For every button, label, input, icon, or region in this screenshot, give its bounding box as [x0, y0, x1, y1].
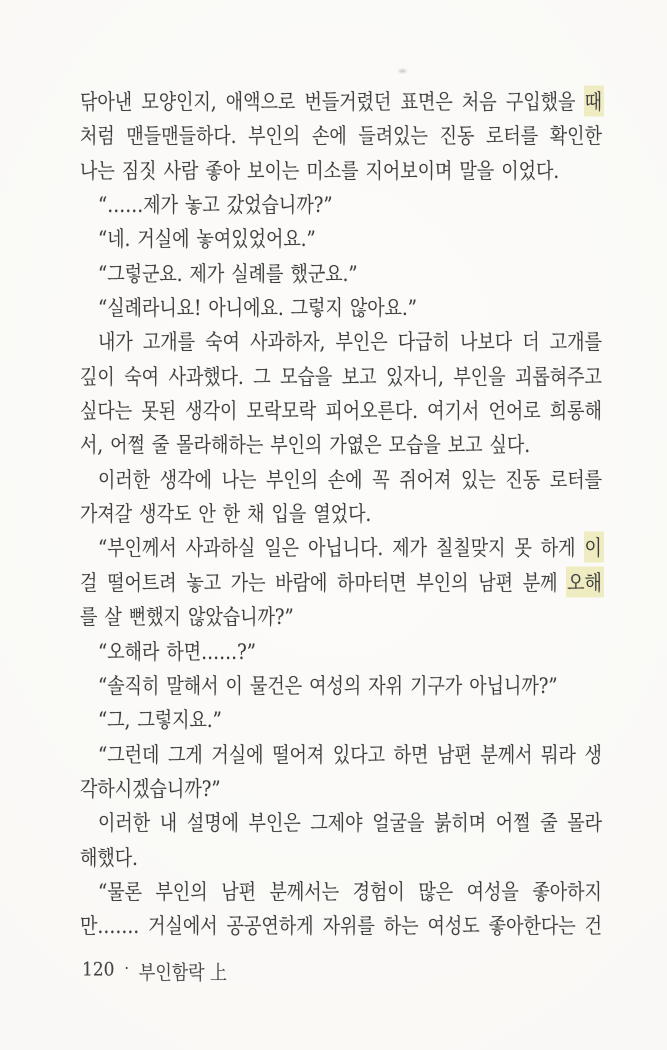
- word: 열었다.: [313, 502, 372, 528]
- word: 못된: [141, 399, 177, 425]
- word: 내: [159, 811, 178, 837]
- word: 분께: [522, 571, 558, 597]
- word: 각하시겠습니까?”: [80, 777, 221, 803]
- word: 물건은: [249, 674, 303, 700]
- word: 바람에: [275, 571, 328, 597]
- word: 번들거렸던: [304, 90, 392, 116]
- word: 모습을: [280, 365, 333, 391]
- word: 손에: [311, 124, 347, 150]
- word: 좋아: [205, 159, 241, 185]
- word: 이: [225, 674, 243, 700]
- word: “솔직히: [98, 674, 160, 700]
- word: 자위: [368, 674, 404, 700]
- word: 남편: [478, 571, 514, 597]
- word: 생각이: [185, 399, 238, 425]
- word: 거실에: [211, 743, 264, 768]
- word: 놓고: [184, 193, 220, 219]
- word: 진동: [439, 124, 475, 150]
- word: 닦아낸: [80, 90, 133, 116]
- word: 어쩔: [495, 811, 531, 837]
- word: 생각에: [159, 468, 212, 494]
- word: 부인의: [270, 433, 323, 459]
- word: 그렇지: [290, 296, 343, 322]
- word: 여성을: [466, 880, 519, 906]
- word: 설명에: [186, 811, 239, 837]
- word: 표면은: [400, 90, 453, 116]
- word: 다급히: [397, 330, 450, 356]
- word: 있는: [461, 468, 496, 494]
- word: 애액으로: [225, 90, 296, 116]
- word: 뭐라: [541, 743, 576, 768]
- word: 하는: [383, 914, 419, 940]
- word: 부인은: [248, 811, 301, 837]
- word: 줄: [151, 433, 170, 459]
- word: 아니에요.: [208, 296, 284, 322]
- word: 이었다.: [501, 159, 560, 185]
- word: 피어오른다.: [325, 399, 418, 425]
- word: 모락모락: [246, 399, 317, 425]
- word: 놓여있었어요.”: [196, 227, 316, 253]
- word: 부인은: [335, 330, 388, 356]
- word: 말을: [459, 159, 495, 185]
- word: 했군요.”: [290, 262, 358, 288]
- word: 나는: [80, 159, 115, 185]
- word: “……제가: [98, 193, 178, 219]
- word: 지어보이며: [365, 159, 453, 185]
- word: 어쩔: [110, 433, 145, 459]
- word: 진동: [505, 468, 541, 494]
- highlighted-word: 오해: [567, 567, 602, 598]
- word: 숙여: [124, 365, 160, 391]
- word: 맨들맨들하다.: [126, 124, 237, 150]
- word: 기구가: [410, 674, 463, 700]
- word: 싶다.: [489, 433, 531, 459]
- word: 아닙니다.: [307, 537, 384, 562]
- word: 남편: [437, 743, 472, 768]
- word: 남편: [221, 880, 256, 906]
- scan-smudge-artifact: [397, 68, 408, 74]
- word: 하면……?”: [166, 640, 257, 665]
- word: 가져갈: [80, 502, 133, 528]
- word: 실례를: [231, 262, 284, 288]
- word: 부인의: [248, 124, 301, 150]
- word: 나는: [221, 468, 257, 494]
- text-block: [80, 84, 602, 943]
- word: 갔었습니까?”: [226, 193, 333, 219]
- word: 한: [222, 502, 241, 528]
- word: “그렇군요.: [98, 262, 183, 288]
- word: 사람: [163, 159, 199, 185]
- word: 놓고: [186, 571, 222, 597]
- word: 하마터면: [337, 571, 407, 597]
- word: 서,: [80, 433, 104, 459]
- word: 거실에서: [148, 914, 218, 940]
- word: 말해서: [166, 674, 219, 700]
- word: 부인의: [416, 571, 469, 597]
- word: 만…….: [80, 914, 140, 940]
- word: 싶다는: [80, 399, 133, 425]
- word: “실례라니요!: [98, 296, 202, 322]
- word: 손에: [327, 468, 363, 494]
- word: 않았습니까?”: [187, 605, 294, 631]
- word: 뻔했지: [128, 605, 181, 631]
- word: 부인의: [155, 880, 208, 906]
- word: 희롱해: [549, 399, 602, 425]
- word: 쥐어져: [399, 468, 452, 494]
- word: 모습을: [388, 433, 441, 459]
- word: 하면: [393, 743, 429, 768]
- word: 사과했다.: [168, 365, 244, 391]
- word: 가엾은: [329, 433, 382, 459]
- word: 여기서: [427, 399, 480, 425]
- word: 꼭: [372, 468, 390, 494]
- word: 그: [253, 365, 271, 391]
- word: 여성의: [309, 674, 362, 700]
- word: 숙여: [205, 330, 240, 356]
- word: 보고: [447, 433, 483, 459]
- text-line: [80, 905, 602, 946]
- word: 사과하자,: [250, 330, 326, 356]
- word: 해했다.: [80, 846, 138, 871]
- word: 있다고: [332, 743, 386, 768]
- word: 생각도: [139, 502, 192, 528]
- word: 그제야: [310, 811, 363, 837]
- word: 분께서는: [269, 880, 340, 906]
- word: 붉히며: [434, 811, 487, 837]
- word: 얼굴을: [372, 811, 425, 837]
- word: 살: [104, 605, 122, 631]
- page-footer: [82, 953, 227, 987]
- word: 로터를: [485, 124, 539, 150]
- word: 가는: [230, 571, 266, 597]
- word: 처음: [461, 90, 497, 116]
- word: 일은: [264, 537, 300, 562]
- word: 짐짓: [121, 159, 157, 185]
- word: 고개를: [549, 330, 602, 356]
- word: 떨어트려: [107, 571, 177, 597]
- word: 괴롭혀주고: [515, 365, 602, 391]
- word: “물론: [98, 880, 142, 906]
- word: 못: [514, 537, 532, 562]
- word: 생: [584, 743, 602, 768]
- word: 공공연하게: [226, 914, 314, 940]
- word: 들려있는: [358, 124, 428, 150]
- word: 제가: [189, 262, 225, 288]
- word: 그렇지요.”: [137, 708, 222, 734]
- word: 하게: [540, 537, 576, 562]
- word: 않아요.”: [349, 296, 417, 322]
- word: “그런데: [98, 743, 160, 768]
- word: 많은: [418, 880, 454, 906]
- word: 있자니,: [386, 365, 444, 391]
- word: “그,: [98, 708, 131, 734]
- word: 미소를: [306, 159, 359, 185]
- word: 몰라해하는: [176, 433, 264, 459]
- word: 안: [198, 502, 216, 528]
- word: 나보다: [460, 330, 513, 356]
- word: 채: [247, 502, 265, 528]
- word: “부인께서: [98, 537, 177, 562]
- highlighted-word: 이: [585, 532, 602, 563]
- word: 여성도: [427, 914, 480, 940]
- word: 몰라: [567, 811, 602, 837]
- word: 부인의: [266, 468, 319, 494]
- page-number: 120: [82, 958, 115, 982]
- word: 언어로: [488, 399, 541, 425]
- word: 제가: [392, 537, 427, 562]
- word: “오해라: [98, 640, 160, 665]
- word: 를: [80, 605, 98, 631]
- word: 그게: [167, 743, 203, 768]
- footer-separator: ·: [124, 959, 129, 978]
- word: 보고: [341, 365, 377, 391]
- word: “네.: [98, 227, 131, 253]
- word: 구입했을: [505, 90, 576, 116]
- word: 걸: [80, 571, 98, 597]
- word: 모양인지,: [141, 90, 217, 116]
- word: 고개를: [142, 330, 196, 356]
- word: 처럼: [80, 124, 115, 150]
- word: 입을: [271, 502, 307, 528]
- word: 좋아하지: [532, 880, 602, 906]
- word: 줄: [540, 811, 558, 837]
- word: 이러한: [98, 468, 151, 494]
- word: 보이는: [247, 159, 300, 185]
- word: 확인한: [549, 124, 602, 150]
- word: 아닙니까?”: [469, 674, 558, 700]
- word: 좋아한다는: [488, 914, 576, 940]
- word: 더: [522, 330, 540, 356]
- word: 자위를: [322, 914, 375, 940]
- word: 깊이: [80, 365, 115, 391]
- highlighted-word: 때: [585, 86, 602, 117]
- word: 거실에: [137, 227, 190, 253]
- word: 로터를: [549, 468, 602, 494]
- word: 칠칠맞지: [435, 537, 506, 562]
- book-title: 부인함락 上: [138, 961, 227, 984]
- word: 사과하실: [185, 537, 256, 562]
- word: 내가: [98, 330, 133, 356]
- word: 건: [584, 914, 602, 940]
- word: 경험이: [352, 880, 405, 906]
- word: 떨어져: [272, 743, 325, 768]
- word: 부인을: [453, 365, 506, 391]
- word: 이러한: [98, 811, 151, 837]
- word: 분께서: [480, 743, 533, 768]
